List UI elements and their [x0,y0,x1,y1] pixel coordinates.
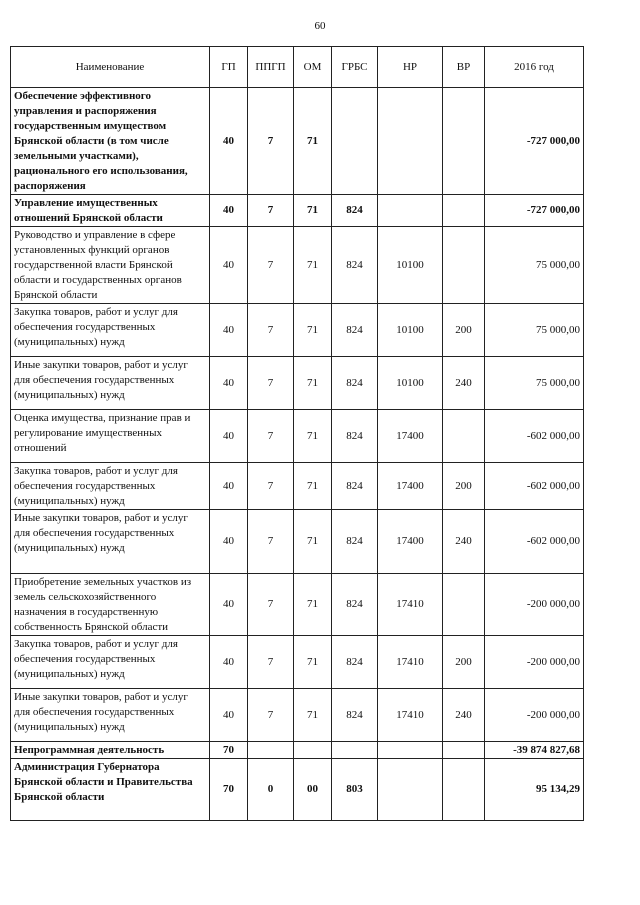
cell-ppgp: 7 [248,88,294,195]
cell-grbs: 824 [332,304,378,357]
cell-name: Приобретение земельных участков из земель сельскохозяйственного назначения в государственную собственность Брянской области [11,574,210,636]
cell-nr: 10100 [378,304,443,357]
cell-om: 71 [294,510,332,574]
cell-gp: 40 [210,88,248,195]
budget-table [10,46,584,821]
cell-vr: 240 [443,357,485,410]
cell-om: 71 [294,195,332,227]
cell-vr: 200 [443,304,485,357]
table-row [11,227,584,304]
cell-grbs: 824 [332,410,378,463]
table-row [11,510,584,574]
cell-nr: 17400 [378,410,443,463]
cell-nr [378,759,443,821]
cell-vr: 240 [443,689,485,742]
cell-nr: 10100 [378,227,443,304]
cell-ppgp: 0 [248,759,294,821]
cell-amount: -602 000,00 [485,463,584,510]
cell-vr [443,227,485,304]
cell-om: 71 [294,304,332,357]
cell-name: Управление имущественных отношений Брянской области [11,195,210,227]
cell-nr [378,742,443,759]
cell-gp: 40 [210,636,248,689]
cell-nr: 17410 [378,636,443,689]
cell-name: Иные закупки товаров, работ и услуг для обеспечения государственных (муниципальных) нужд [11,510,210,574]
cell-nr [378,88,443,195]
cell-ppgp: 7 [248,227,294,304]
cell-vr: 200 [443,463,485,510]
cell-nr: 17410 [378,574,443,636]
cell-ppgp: 7 [248,304,294,357]
cell-gp: 40 [210,689,248,742]
header-grbs: ГРБС [332,47,378,88]
cell-vr [443,759,485,821]
cell-grbs: 824 [332,689,378,742]
cell-vr [443,410,485,463]
cell-gp: 40 [210,195,248,227]
cell-grbs: 824 [332,636,378,689]
cell-amount: -602 000,00 [485,510,584,574]
header-vr: ВР [443,47,485,88]
cell-name: Закупка товаров, работ и услуг для обеспечения государственных (муниципальных) нужд [11,304,210,357]
cell-amount: 75 000,00 [485,304,584,357]
cell-name: Администрация Губернатора Брянской области и Правительства Брянской области [11,759,210,821]
table-row [11,463,584,510]
cell-name: Руководство и управление в сфере установленных функций органов государственной власти Брянской области и государственных органов Брянской области [11,227,210,304]
cell-amount: 95 134,29 [485,759,584,821]
header-year: 2016 год [485,47,584,88]
cell-om: 71 [294,88,332,195]
cell-gp: 40 [210,357,248,410]
cell-vr: 240 [443,510,485,574]
cell-ppgp: 7 [248,636,294,689]
table-row [11,742,584,759]
cell-om: 71 [294,636,332,689]
cell-grbs: 824 [332,463,378,510]
cell-amount: -200 000,00 [485,689,584,742]
cell-vr: 200 [443,636,485,689]
cell-amount: -39 874 827,68 [485,742,584,759]
cell-amount: -727 000,00 [485,195,584,227]
cell-vr [443,88,485,195]
cell-gp: 70 [210,742,248,759]
table-row [11,304,584,357]
page-number: 60 [314,20,326,32]
cell-nr: 17410 [378,689,443,742]
header-name: Наименование [11,47,210,88]
cell-ppgp: 7 [248,574,294,636]
cell-gp: 40 [210,463,248,510]
cell-amount: 75 000,00 [485,357,584,410]
cell-om: 71 [294,463,332,510]
cell-ppgp: 7 [248,357,294,410]
cell-grbs: 824 [332,195,378,227]
cell-ppgp: 7 [248,463,294,510]
cell-vr [443,742,485,759]
cell-name: Закупка товаров, работ и услуг для обеспечения государственных (муниципальных) нужд [11,636,210,689]
cell-nr: 10100 [378,357,443,410]
cell-ppgp: 7 [248,410,294,463]
cell-grbs: 803 [332,759,378,821]
cell-grbs: 824 [332,574,378,636]
cell-ppgp: 7 [248,195,294,227]
cell-vr [443,574,485,636]
cell-amount: -602 000,00 [485,410,584,463]
cell-amount: -200 000,00 [485,636,584,689]
cell-ppgp: 7 [248,510,294,574]
header-gp: ГП [210,47,248,88]
table-header-row [11,47,584,88]
cell-amount: 75 000,00 [485,227,584,304]
cell-om: 71 [294,689,332,742]
cell-grbs: 824 [332,227,378,304]
cell-grbs: 824 [332,357,378,410]
cell-om: 71 [294,357,332,410]
cell-name: Непрограммная деятельность [11,742,210,759]
cell-amount: -200 000,00 [485,574,584,636]
table-row [11,574,584,636]
header-ppgp: ППГП [248,47,294,88]
header-nr: НР [378,47,443,88]
cell-vr [443,195,485,227]
table-row [11,636,584,689]
cell-name: Иные закупки товаров, работ и услуг для обеспечения государственных (муниципальных) нужд [11,689,210,742]
table-row [11,357,584,410]
table-row [11,195,584,227]
cell-name: Оценка имущества, признание прав и регулирование имущественных отношений [11,410,210,463]
cell-gp: 40 [210,574,248,636]
table-row [11,88,584,195]
cell-name: Закупка товаров, работ и услуг для обеспечения государственных (муниципальных) нужд [11,463,210,510]
cell-gp: 40 [210,510,248,574]
cell-amount: -727 000,00 [485,88,584,195]
cell-gp: 40 [210,227,248,304]
cell-name: Обеспечение эффективного управления и распоряжения государственным имуществом Брянской области (в том числе земельными участками), рационального его использования, распоряжения [11,88,210,195]
cell-grbs: 824 [332,510,378,574]
cell-om: 00 [294,759,332,821]
table-row [11,410,584,463]
cell-gp: 70 [210,759,248,821]
cell-nr [378,195,443,227]
cell-name: Иные закупки товаров, работ и услуг для обеспечения государственных (муниципальных) нужд [11,357,210,410]
header-om: ОМ [294,47,332,88]
cell-om [294,742,332,759]
cell-ppgp [248,742,294,759]
cell-nr: 17400 [378,463,443,510]
table-row [11,759,584,821]
cell-grbs [332,742,378,759]
table-row [11,689,584,742]
cell-ppgp: 7 [248,689,294,742]
cell-nr: 17400 [378,510,443,574]
table-body [11,88,584,821]
cell-om: 71 [294,410,332,463]
cell-om: 71 [294,227,332,304]
cell-gp: 40 [210,410,248,463]
cell-om: 71 [294,574,332,636]
cell-gp: 40 [210,304,248,357]
cell-grbs [332,88,378,195]
